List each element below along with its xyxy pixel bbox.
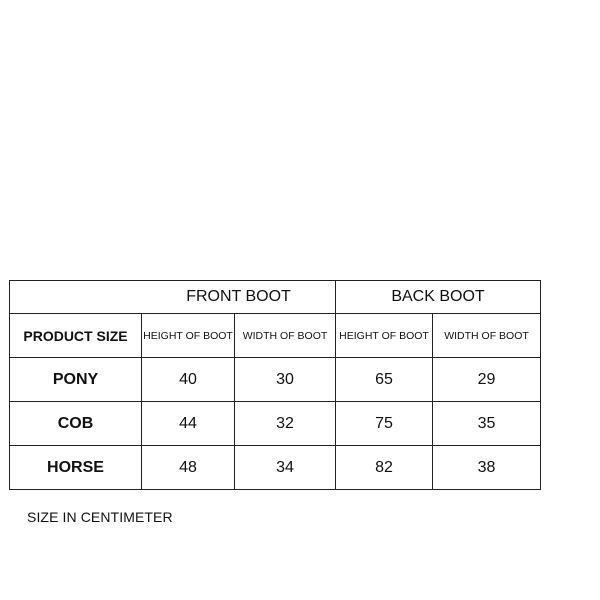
table-cell: 48 <box>142 446 235 490</box>
table-cell: 34 <box>235 446 336 490</box>
sub-header-row <box>10 314 541 358</box>
table-cell: 65 <box>336 358 433 402</box>
table-cell: 32 <box>235 402 336 446</box>
row-label-horse: HORSE <box>10 446 142 490</box>
table-cell: 40 <box>142 358 235 402</box>
back-height-header: HEIGHT OF BOOT <box>336 314 433 358</box>
front-width-header: WIDTH OF BOOT <box>235 314 336 358</box>
footnote: SIZE IN CENTIMETER <box>27 509 173 525</box>
table-cell: 38 <box>433 446 541 490</box>
front-boot-header: FRONT BOOT <box>142 281 336 314</box>
front-height-header: HEIGHT OF BOOT <box>142 314 235 358</box>
table-cell: 82 <box>336 446 433 490</box>
table-cell: 30 <box>235 358 336 402</box>
table-cell: 29 <box>433 358 541 402</box>
row-label-pony: PONY <box>10 358 142 402</box>
table-row <box>10 402 541 446</box>
group-header-blank-cell <box>10 281 142 314</box>
group-header-row <box>10 281 541 314</box>
row-label-cob: COB <box>10 402 142 446</box>
table-cell: 44 <box>142 402 235 446</box>
product-size-header: PRODUCT SIZE <box>10 314 142 358</box>
back-width-header: WIDTH OF BOOT <box>433 314 541 358</box>
table-cell: 35 <box>433 402 541 446</box>
back-boot-header: BACK BOOT <box>336 281 541 314</box>
table-row <box>10 446 541 490</box>
table-cell: 75 <box>336 402 433 446</box>
table-row <box>10 358 541 402</box>
size-chart-table <box>9 280 541 490</box>
